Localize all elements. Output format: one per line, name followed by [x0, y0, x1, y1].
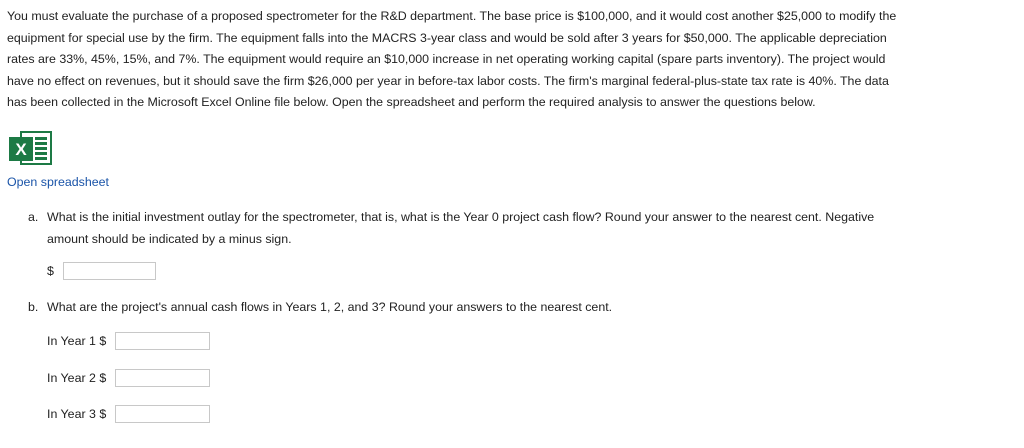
currency-label: $	[47, 264, 54, 278]
initial-outlay-row	[47, 262, 156, 280]
problem-line: You must evaluate the purchase of a proposed spectrometer for the R&D department. The base price is $100,000, and it would cost another $25,000 to modify the	[7, 9, 897, 23]
initial-outlay-input[interactable]	[63, 262, 156, 280]
question-b-text: What are the project's annual cash flows in Years 1, 2, and 3? Round your answers to the nearest cent.	[47, 300, 613, 314]
question-a-text	[47, 207, 1007, 250]
open-spreadsheet-link[interactable]: Open spreadsheet	[7, 175, 109, 189]
problem-line: have no effect on revenues, but it should save the firm $26,000 per year in before-tax labor costs. The firm's marginal federal-plus-state tax rate is 40%. The data	[7, 73, 889, 88]
question-b-letter: b.	[28, 300, 39, 314]
question-a-letter: a.	[28, 210, 39, 224]
year-3-label: In Year 3 $	[47, 407, 107, 421]
problem-line: equipment for special use by the firm. The equipment falls into the MACRS 3-year class and would be sold after 3 years for $50,000. The applicable depreciation	[7, 30, 887, 45]
excel-icon-letter: X	[15, 140, 27, 159]
year-1-cash-flow-input[interactable]	[115, 332, 210, 350]
problem-line: has been collected in the Microsoft Excel Online file below. Open the spreadsheet and perform the required analysis to answer the questions below.	[7, 95, 816, 109]
problem-statement	[7, 6, 1013, 114]
year-1-label: In Year 1 $	[47, 334, 107, 348]
year-2-label: In Year 2 $	[47, 371, 107, 385]
question-a-line: amount should be indicated by a minus sign.	[47, 231, 292, 246]
year-3-cash-flow-input[interactable]	[115, 405, 210, 423]
question-a-line: What is the initial investment outlay for the spectrometer, that is, what is the Year 0 project cash flow? Round your answer to the nearest cent. Negative	[47, 210, 875, 224]
year-3-row	[47, 405, 210, 423]
excel-icon[interactable]	[7, 128, 53, 168]
year-2-row	[47, 369, 210, 387]
problem-line: rates are 33%, 45%, 15%, and 7%. The equipment would require an $10,000 increase in net operating working capital (spare parts inventory). The project would	[7, 52, 886, 66]
year-2-cash-flow-input[interactable]	[115, 369, 210, 387]
year-1-row	[47, 332, 210, 350]
